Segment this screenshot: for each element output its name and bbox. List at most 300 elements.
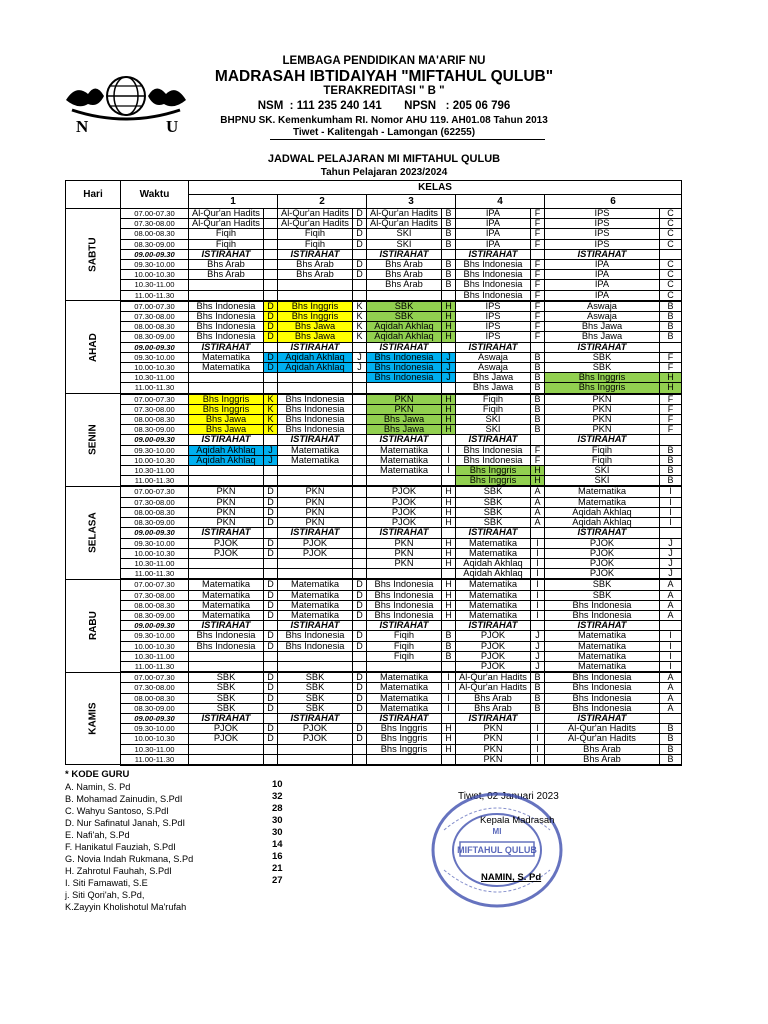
subject-cell: PKN bbox=[278, 518, 353, 528]
subject-cell: Matematika bbox=[456, 579, 531, 590]
teacher-entry: G. Novia Indah Rukmana, S.Pd bbox=[65, 854, 194, 864]
subject-cell bbox=[189, 754, 264, 765]
subject-cell: ISTIRAHAT bbox=[367, 342, 442, 352]
svg-text:U: U bbox=[166, 117, 179, 136]
subject-cell: Bhs Indonesia bbox=[545, 683, 660, 693]
time-cell: 10.30-11.00 bbox=[121, 744, 189, 754]
teacher-code-cell bbox=[264, 558, 278, 568]
teacher-code-cell bbox=[264, 621, 278, 631]
subject-cell: Al-Qur'an Hadits bbox=[456, 672, 531, 683]
subject-cell: Matematika bbox=[367, 455, 442, 465]
subject-cell: PJOK bbox=[367, 486, 442, 497]
teacher-code-cell bbox=[353, 249, 367, 259]
subject-cell: ISTIRAHAT bbox=[367, 528, 442, 538]
time-cell: 11.00-11.30 bbox=[121, 383, 189, 394]
subject-cell: ISTIRAHAT bbox=[189, 621, 264, 631]
teacher-code-cell: B bbox=[660, 754, 682, 765]
subject-cell: ISTIRAHAT bbox=[189, 528, 264, 538]
teacher-code-cell: H bbox=[442, 322, 456, 332]
subject-cell: IPA bbox=[545, 290, 660, 301]
teacher-code-cell: F bbox=[660, 352, 682, 362]
subject-cell: Matematika bbox=[545, 661, 660, 672]
subject-cell bbox=[367, 661, 442, 672]
time-cell: 09.30-10.00 bbox=[121, 631, 189, 641]
subject-cell: PJOK bbox=[456, 651, 531, 661]
subject-cell: Bhs Inggris bbox=[545, 373, 660, 383]
time-cell: 07.30-08.00 bbox=[121, 312, 189, 322]
teacher-code-cell: J bbox=[442, 373, 456, 383]
schedule-row bbox=[66, 229, 682, 239]
schedule-row bbox=[66, 466, 682, 476]
time-cell: 11.00-11.30 bbox=[121, 661, 189, 672]
day-label bbox=[66, 579, 121, 672]
teacher-code-cell: H bbox=[442, 332, 456, 342]
teacher-code-cell: D bbox=[264, 363, 278, 373]
schedule-row bbox=[66, 558, 682, 568]
teacher-entry: A. Namin, S. Pd bbox=[65, 782, 131, 792]
subject-cell: Bhs Inggris bbox=[278, 312, 353, 322]
schedule-row bbox=[66, 415, 682, 425]
teacher-code-cell: C bbox=[660, 260, 682, 270]
subject-cell: PJOK bbox=[189, 548, 264, 558]
subject-cell: ISTIRAHAT bbox=[189, 435, 264, 445]
teacher-code-cell bbox=[442, 342, 456, 352]
teacher-code-cell bbox=[531, 528, 545, 538]
subject-cell: Aqidah Akhlaq bbox=[278, 352, 353, 362]
teacher-code-cell bbox=[660, 249, 682, 259]
teacher-code-cell: J bbox=[531, 661, 545, 672]
subject-cell bbox=[367, 383, 442, 394]
teacher-code-cell: D bbox=[353, 270, 367, 280]
teacher-code-cell bbox=[353, 476, 367, 487]
subject-cell: Fiqih bbox=[278, 239, 353, 249]
subject-cell: ISTIRAHAT bbox=[278, 249, 353, 259]
schedule-row bbox=[66, 600, 682, 610]
teacher-code-cell: I bbox=[531, 538, 545, 548]
teacher-code-cell: B bbox=[531, 373, 545, 383]
teacher-code-cell: K bbox=[353, 312, 367, 322]
teacher-number: 16 bbox=[272, 851, 283, 862]
teacher-code-cell: D bbox=[264, 600, 278, 610]
time-cell: 07.00-07.30 bbox=[121, 672, 189, 683]
schedule-row bbox=[66, 270, 682, 280]
time-cell: 08.00-08.30 bbox=[121, 415, 189, 425]
subject-cell bbox=[189, 651, 264, 661]
teacher-code-cell: I bbox=[660, 518, 682, 528]
class-1-header: 1 bbox=[189, 195, 278, 209]
subject-cell: Matematika bbox=[456, 538, 531, 548]
schedule-row bbox=[66, 301, 682, 312]
subject-cell: SBK bbox=[189, 703, 264, 713]
subject-cell: SBK bbox=[456, 486, 531, 497]
subject-cell: ISTIRAHAT bbox=[189, 342, 264, 352]
teacher-code-cell: C bbox=[660, 209, 682, 219]
teacher-code-cell bbox=[442, 383, 456, 394]
teacher-code-cell: A bbox=[531, 518, 545, 528]
teacher-code-cell bbox=[353, 651, 367, 661]
teacher-entry: C. Wahyu Santoso, S.PdI bbox=[65, 806, 169, 816]
subject-cell: Bhs Indonesia bbox=[456, 280, 531, 290]
subject-cell: Al-Qur'an Hadits bbox=[367, 219, 442, 229]
subject-cell: Al-Qur'an Hadits bbox=[189, 209, 264, 219]
time-cell: 09.30-10.00 bbox=[121, 724, 189, 734]
subject-cell: PKN bbox=[367, 404, 442, 414]
schedule-row bbox=[66, 507, 682, 517]
subject-cell: Fiqih bbox=[367, 651, 442, 661]
subject-cell: ISTIRAHAT bbox=[456, 621, 531, 631]
teacher-code-cell: H bbox=[442, 579, 456, 590]
teacher-code-cell: A bbox=[660, 703, 682, 713]
subject-cell: ISTIRAHAT bbox=[456, 528, 531, 538]
subject-cell: Bhs Arab bbox=[456, 693, 531, 703]
teacher-code-cell: H bbox=[442, 538, 456, 548]
teacher-code-cell: B bbox=[531, 683, 545, 693]
subject-cell: Bhs Indonesia bbox=[367, 373, 442, 383]
subject-cell: ISTIRAHAT bbox=[545, 249, 660, 259]
schedule-year: Tahun Pelajaran 2023/2024 bbox=[320, 167, 448, 178]
teacher-code-cell bbox=[264, 290, 278, 301]
subject-cell: PJOK bbox=[278, 724, 353, 734]
subject-cell: Bhs Jawa bbox=[545, 322, 660, 332]
subject-cell: IPS bbox=[545, 209, 660, 219]
teacher-code-cell bbox=[531, 342, 545, 352]
teacher-code-cell: B bbox=[531, 415, 545, 425]
time-cell: 10.00-10.30 bbox=[121, 548, 189, 558]
subject-cell: IPS bbox=[456, 322, 531, 332]
schedule-row bbox=[66, 538, 682, 548]
teacher-code-cell bbox=[531, 713, 545, 723]
subject-cell: PKN bbox=[367, 558, 442, 568]
time-cell: 11.00-11.30 bbox=[121, 476, 189, 487]
subject-cell: Matematika bbox=[278, 610, 353, 620]
subject-cell: ISTIRAHAT bbox=[545, 621, 660, 631]
subject-cell: PJOK bbox=[545, 558, 660, 568]
subject-cell: Bhs Jawa bbox=[367, 425, 442, 435]
subject-cell: Bhs Inggris bbox=[545, 383, 660, 394]
subject-cell: ISTIRAHAT bbox=[278, 528, 353, 538]
teacher-code-cell: F bbox=[660, 415, 682, 425]
subject-cell: Bhs Indonesia bbox=[367, 352, 442, 362]
subject-cell: Fiqih bbox=[278, 229, 353, 239]
teacher-code-cell: D bbox=[264, 518, 278, 528]
time-cell: 10.30-11.00 bbox=[121, 558, 189, 568]
time-cell: 08.30-09.00 bbox=[121, 239, 189, 249]
teacher-code-cell bbox=[531, 621, 545, 631]
teacher-code-cell bbox=[442, 661, 456, 672]
subject-cell: Bhs Indonesia bbox=[456, 290, 531, 301]
teacher-code-cell: B bbox=[442, 641, 456, 651]
subject-cell bbox=[189, 744, 264, 754]
subject-cell: PJOK bbox=[189, 538, 264, 548]
subject-cell: Matematika bbox=[189, 610, 264, 620]
teacher-code-cell bbox=[442, 249, 456, 259]
teacher-code-cell: F bbox=[531, 219, 545, 229]
subject-cell: PKN bbox=[367, 394, 442, 405]
schedule-row bbox=[66, 724, 682, 734]
subject-cell: IPA bbox=[456, 209, 531, 219]
schedule-row bbox=[66, 641, 682, 651]
day-name: SABTU bbox=[87, 237, 99, 272]
subject-cell: Bhs Indonesia bbox=[545, 672, 660, 683]
teacher-code-cell: C bbox=[660, 239, 682, 249]
subject-cell: Matematika bbox=[278, 455, 353, 465]
subject-cell: Bhs Indonesia bbox=[189, 631, 264, 641]
subject-cell bbox=[189, 569, 264, 580]
teacher-code-cell bbox=[442, 713, 456, 723]
teacher-code-cell: I bbox=[442, 672, 456, 683]
teacher-code-cell bbox=[264, 466, 278, 476]
subject-cell: Matematika bbox=[278, 579, 353, 590]
signature-name: NAMIN, S. Pd bbox=[481, 872, 542, 883]
day-name: RABU bbox=[87, 611, 99, 641]
schedule-body bbox=[66, 209, 682, 765]
schedule-row bbox=[66, 528, 682, 538]
subject-cell: PJOK bbox=[545, 569, 660, 580]
subject-cell: Matematika bbox=[189, 579, 264, 590]
teacher-code-cell: D bbox=[353, 610, 367, 620]
subject-cell bbox=[189, 290, 264, 301]
time-cell: 07.30-08.00 bbox=[121, 683, 189, 693]
teacher-entry: I. Siti Famawati, S.E bbox=[65, 878, 148, 888]
teacher-code-cell: D bbox=[264, 486, 278, 497]
teacher-code-cell: D bbox=[353, 672, 367, 683]
subject-cell: Matematika bbox=[278, 590, 353, 600]
subject-cell: ISTIRAHAT bbox=[545, 528, 660, 538]
time-cell: 08.00-08.30 bbox=[121, 693, 189, 703]
subject-cell: PKN bbox=[545, 404, 660, 414]
subject-cell: SBK bbox=[456, 507, 531, 517]
teacher-code-cell: D bbox=[353, 260, 367, 270]
teacher-code-cell: H bbox=[442, 394, 456, 405]
subject-cell: SBK bbox=[189, 693, 264, 703]
class-4-header: 4 bbox=[456, 195, 545, 209]
subject-cell: IPS bbox=[456, 332, 531, 342]
subject-cell: IPS bbox=[456, 301, 531, 312]
time-cell: 10.30-11.00 bbox=[121, 651, 189, 661]
subject-cell: ISTIRAHAT bbox=[367, 713, 442, 723]
teacher-code-cell: J bbox=[531, 631, 545, 641]
teacher-code-cell bbox=[353, 486, 367, 497]
teacher-code-cell: A bbox=[531, 486, 545, 497]
teacher-code-cell: F bbox=[531, 445, 545, 455]
teacher-code-cell: I bbox=[531, 548, 545, 558]
teacher-code-cell bbox=[353, 455, 367, 465]
teacher-code-cell: H bbox=[442, 497, 456, 507]
time-cell: 07.30-08.00 bbox=[121, 497, 189, 507]
teacher-code-cell: B bbox=[531, 404, 545, 414]
col-waktu: Waktu bbox=[121, 181, 189, 209]
subject-cell bbox=[367, 290, 442, 301]
day-name: KAMIS bbox=[87, 702, 99, 735]
schedule-row bbox=[66, 703, 682, 713]
schedule-row bbox=[66, 610, 682, 620]
teacher-code-cell: D bbox=[264, 312, 278, 322]
time-cell: 08.30-09.00 bbox=[121, 332, 189, 342]
schedule-row bbox=[66, 373, 682, 383]
schedule-row bbox=[66, 590, 682, 600]
subject-cell: Bhs Arab bbox=[456, 703, 531, 713]
subject-cell: Aqidah Akhlaq bbox=[367, 332, 442, 342]
teacher-code-cell: B bbox=[442, 209, 456, 219]
time-cell: 10.30-11.00 bbox=[121, 280, 189, 290]
schedule-row bbox=[66, 651, 682, 661]
teacher-code-cell: D bbox=[264, 610, 278, 620]
schedule-row bbox=[66, 260, 682, 270]
subject-cell: PJOK bbox=[456, 641, 531, 651]
teacher-code-cell bbox=[264, 528, 278, 538]
schedule-row bbox=[66, 332, 682, 342]
teacher-number: 32 bbox=[272, 791, 283, 802]
subject-cell: PKN bbox=[545, 425, 660, 435]
teacher-code-cell bbox=[264, 713, 278, 723]
teacher-code-cell bbox=[353, 507, 367, 517]
subject-cell bbox=[189, 466, 264, 476]
schedule-row bbox=[66, 445, 682, 455]
teacher-code-cell bbox=[264, 476, 278, 487]
teacher-code-cell: I bbox=[660, 507, 682, 517]
subject-cell: ISTIRAHAT bbox=[456, 342, 531, 352]
header-rule bbox=[270, 139, 545, 140]
subject-cell: Bhs Indonesia bbox=[456, 445, 531, 455]
time-cell: 07.00-07.30 bbox=[121, 486, 189, 497]
teacher-code-cell: I bbox=[442, 693, 456, 703]
teacher-code-cell: A bbox=[660, 590, 682, 600]
kode-guru-title: * KODE GURU bbox=[65, 769, 130, 780]
teacher-code-cell bbox=[442, 528, 456, 538]
svg-text:N: N bbox=[76, 117, 89, 136]
teacher-code-cell: H bbox=[442, 590, 456, 600]
teacher-code-cell: I bbox=[531, 579, 545, 590]
teacher-code-cell bbox=[264, 249, 278, 259]
teacher-code-cell: C bbox=[660, 219, 682, 229]
subject-cell: Bhs Jawa bbox=[189, 415, 264, 425]
subject-cell: Bhs Arab bbox=[189, 270, 264, 280]
teacher-code-cell bbox=[660, 342, 682, 352]
subject-cell: SBK bbox=[367, 312, 442, 322]
teacher-code-cell bbox=[531, 249, 545, 259]
teacher-code-cell: I bbox=[660, 651, 682, 661]
subject-cell: Bhs Indonesia bbox=[189, 301, 264, 312]
time-cell: 09.00-09.30 bbox=[121, 713, 189, 723]
subject-cell: Matematika bbox=[456, 590, 531, 600]
teacher-code-cell: D bbox=[353, 239, 367, 249]
subject-cell: Al-Qur'an Hadits bbox=[278, 209, 353, 219]
teacher-code-cell: D bbox=[353, 229, 367, 239]
subject-cell bbox=[367, 754, 442, 765]
class-6-header: 6 bbox=[545, 195, 682, 209]
teacher-code-cell: B bbox=[531, 352, 545, 362]
subject-cell: Bhs Arab bbox=[367, 270, 442, 280]
teacher-code-cell: D bbox=[353, 631, 367, 641]
subject-cell: Al-Qur'an Hadits bbox=[278, 219, 353, 229]
subject-cell: ISTIRAHAT bbox=[367, 249, 442, 259]
subject-cell: Matematika bbox=[367, 672, 442, 683]
time-cell: 09.30-10.00 bbox=[121, 538, 189, 548]
subject-cell: SBK bbox=[189, 672, 264, 683]
subject-cell: PJOK bbox=[278, 734, 353, 744]
teacher-entry: D. Nur Safinatul Janah, S.PdI bbox=[65, 818, 186, 828]
teacher-code-cell: K bbox=[353, 332, 367, 342]
teacher-code-cell: J bbox=[442, 363, 456, 373]
teacher-number: 30 bbox=[272, 815, 283, 826]
subject-cell: Aqidah Akhlaq bbox=[456, 558, 531, 568]
subject-cell: Bhs Indonesia bbox=[278, 404, 353, 414]
teacher-code-cell bbox=[264, 373, 278, 383]
subject-cell: Bhs Indonesia bbox=[367, 579, 442, 590]
schedule-row bbox=[66, 219, 682, 229]
teacher-code-cell: D bbox=[264, 507, 278, 517]
teacher-code-cell: H bbox=[442, 548, 456, 558]
teacher-code-cell: B bbox=[660, 744, 682, 754]
teacher-code-cell: B bbox=[531, 425, 545, 435]
teacher-code-cell: H bbox=[660, 383, 682, 394]
subject-cell: SBK bbox=[278, 672, 353, 683]
teacher-code-cell: B bbox=[660, 301, 682, 312]
teacher-code-cell: D bbox=[353, 724, 367, 734]
subject-cell bbox=[278, 383, 353, 394]
subject-cell: Al-Qur'an Hadits bbox=[189, 219, 264, 229]
subject-cell: Bhs Indonesia bbox=[367, 610, 442, 620]
subject-cell: Bhs Arab bbox=[278, 270, 353, 280]
subject-cell: Bhs Inggris bbox=[456, 466, 531, 476]
teacher-code-cell bbox=[353, 373, 367, 383]
schedule-row bbox=[66, 631, 682, 641]
subject-cell: SBK bbox=[278, 683, 353, 693]
teacher-code-cell: D bbox=[353, 641, 367, 651]
col-kelas: KELAS bbox=[189, 181, 682, 195]
time-cell: 09.30-10.00 bbox=[121, 260, 189, 270]
teacher-code-cell: B bbox=[442, 280, 456, 290]
subject-cell: Bhs Inggris bbox=[278, 301, 353, 312]
day-label bbox=[66, 672, 121, 765]
subject-cell bbox=[278, 558, 353, 568]
day-name: SENIN bbox=[87, 424, 99, 456]
subject-cell: Bhs Indonesia bbox=[367, 363, 442, 373]
subject-cell: ISTIRAHAT bbox=[545, 342, 660, 352]
teacher-code-cell: D bbox=[264, 538, 278, 548]
teacher-code-cell: C bbox=[660, 270, 682, 280]
subject-cell: Al-Qur'an Hadits bbox=[545, 724, 660, 734]
subject-cell: Bhs Indonesia bbox=[278, 425, 353, 435]
subject-cell: PJOK bbox=[456, 661, 531, 672]
subject-cell bbox=[278, 744, 353, 754]
subject-cell: Bhs Jawa bbox=[189, 425, 264, 435]
teacher-code-cell: F bbox=[660, 404, 682, 414]
class-3-header: 3 bbox=[367, 195, 456, 209]
teacher-number: 28 bbox=[272, 803, 283, 814]
time-cell: 08.00-08.30 bbox=[121, 322, 189, 332]
teacher-code-cell: B bbox=[531, 394, 545, 405]
subject-cell: IPS bbox=[545, 229, 660, 239]
teacher-code-cell: D bbox=[353, 703, 367, 713]
subject-cell: Aqidah Akhlaq bbox=[367, 322, 442, 332]
schedule-row bbox=[66, 342, 682, 352]
subject-cell: SKI bbox=[367, 239, 442, 249]
time-cell: 10.00-10.30 bbox=[121, 363, 189, 373]
teacher-code-cell: D bbox=[264, 693, 278, 703]
teacher-code-cell: I bbox=[531, 610, 545, 620]
teacher-code-cell bbox=[353, 394, 367, 405]
subject-cell: Matematika bbox=[545, 486, 660, 497]
subject-cell: ISTIRAHAT bbox=[278, 342, 353, 352]
teacher-code-cell: F bbox=[531, 301, 545, 312]
teacher-code-cell: H bbox=[442, 415, 456, 425]
teacher-code-cell: I bbox=[442, 683, 456, 693]
teacher-code-cell: D bbox=[264, 724, 278, 734]
teacher-code-cell: C bbox=[660, 229, 682, 239]
subject-cell: PJOK bbox=[189, 724, 264, 734]
subject-cell: Fiqih bbox=[367, 631, 442, 641]
